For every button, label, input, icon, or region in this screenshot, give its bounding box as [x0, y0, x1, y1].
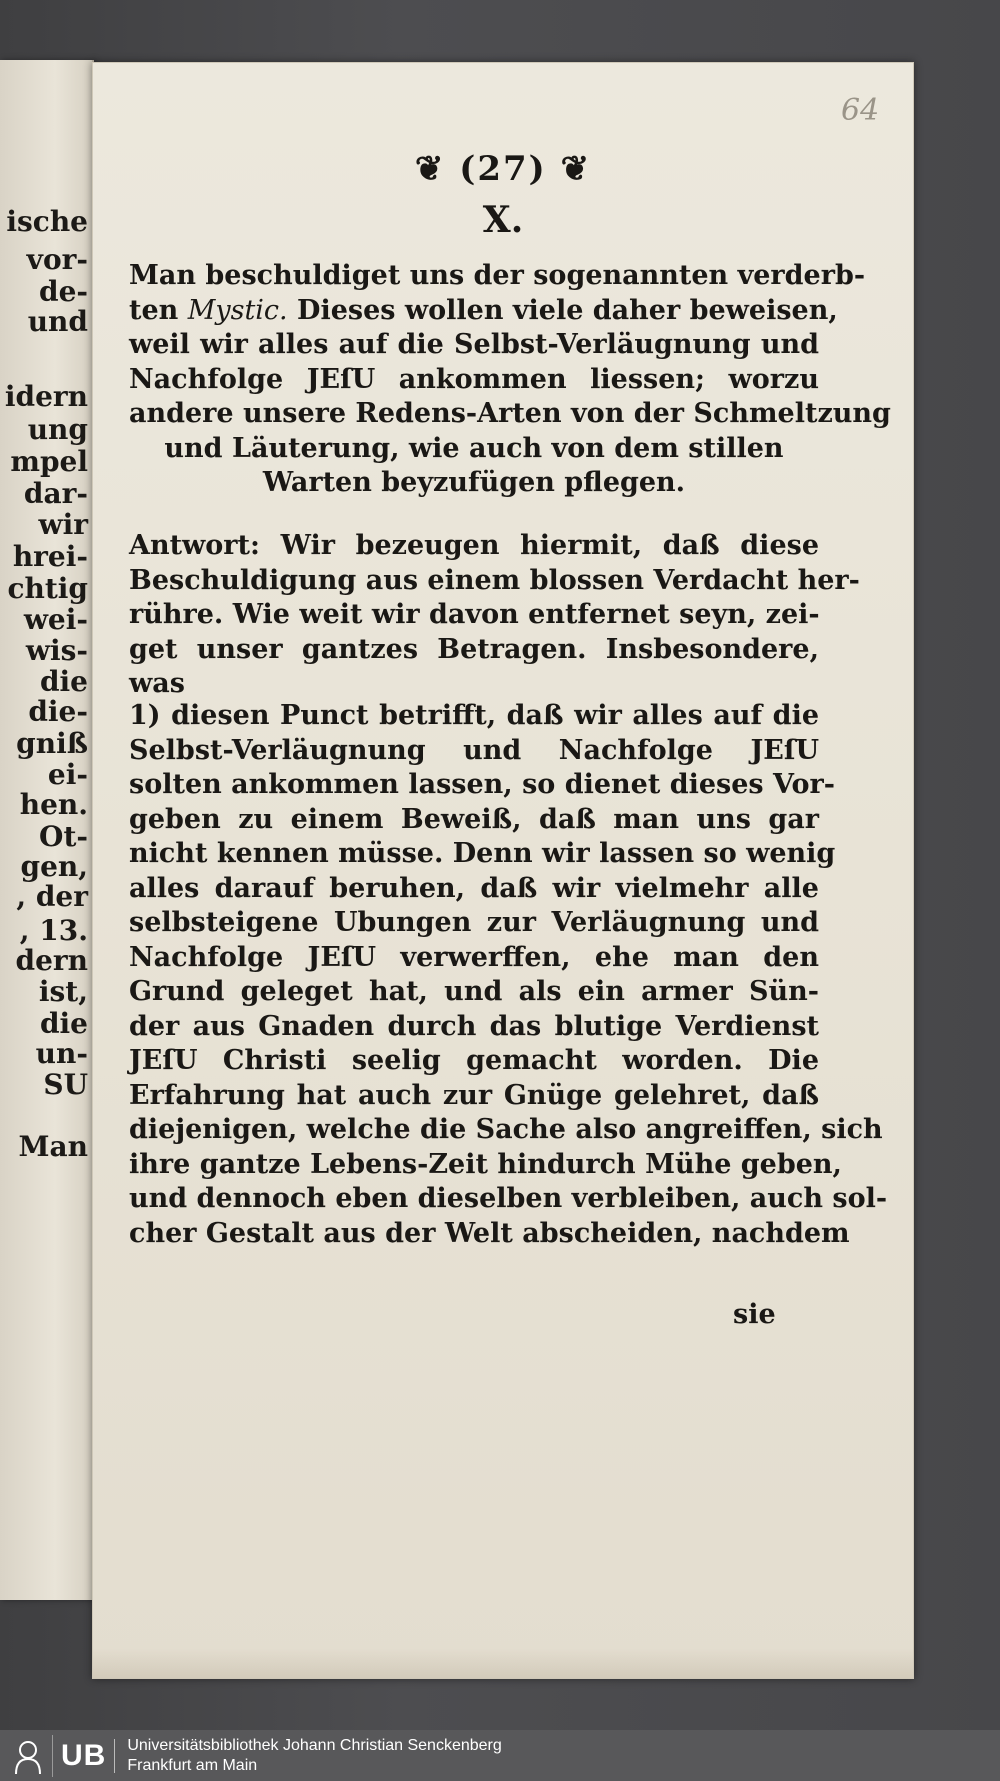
left-page-fragment: wei-: [23, 603, 88, 636]
library-emblem-icon: [4, 1735, 53, 1777]
text-line: und dennoch eben dieselben verbleiben, auch sol-: [129, 1183, 888, 1214]
left-page-fragment: und: [27, 305, 88, 338]
left-page-fragment: die: [39, 1007, 88, 1040]
left-page-fragment: wis-: [25, 634, 88, 667]
catchword: sie: [733, 1299, 776, 1330]
text-line: 1) diesen Punct betrifft, daß wir alles auf die: [129, 700, 819, 731]
text-line: rühre. Wie weit wir davon entfernet seyn, zei-: [129, 599, 820, 630]
folio-number: 64: [841, 93, 880, 128]
italic-term: Mystic.: [187, 294, 288, 326]
text-line: geben zu einem Beweiß, daß man uns gar: [129, 803, 819, 835]
left-page-fragment: , der: [16, 880, 88, 913]
text-line: Nachfolge JEſU verwerffen, ehe man den: [129, 941, 819, 973]
text-segment: Dieses wollen viele daher beweisen,: [287, 294, 838, 326]
book-page: [92, 62, 914, 1679]
paragraph-answer: [129, 529, 860, 702]
text-line: ihre gantze Lebens-Zeit hindurch Mühe geben,: [129, 1148, 842, 1180]
left-page-fragment: mpel: [10, 445, 88, 478]
left-page-fragment: hen.: [19, 788, 88, 821]
left-page-fragment: hrei-: [12, 540, 88, 573]
paragraph-point-1: [129, 699, 888, 1251]
text-line: get unser gantzes Betragen. Insbesondere,: [129, 633, 819, 665]
library-name-line-1: Universitätsbibliothek Johann Christian Senckenberg: [127, 1736, 502, 1754]
library-logo: UB: [53, 1739, 115, 1773]
left-page-fragment: ei-: [47, 758, 88, 791]
text-line: nicht kennen müsse. Denn wir lassen so wenig: [129, 838, 836, 869]
text-line: solten ankommen lassen, so dienet dieses Vor-: [129, 769, 835, 800]
text-line: andere unsere Redens-Arten von der Schmeltzung: [129, 398, 891, 429]
left-page-fragment: dar-: [23, 477, 88, 510]
text-line: cher Gestalt aus der Welt abscheiden, nachdem: [129, 1217, 850, 1249]
text-line: Erfahrung hat auch zur Gnüge gelehret, daß: [129, 1079, 819, 1111]
text-line: Selbst-Verläugnung und Nachfolge JEſU: [129, 734, 819, 766]
left-page-fragment: un-: [35, 1037, 88, 1070]
left-facing-page: [0, 60, 94, 1600]
library-name-line-2: Frankfurt am Main: [127, 1756, 258, 1774]
left-page-fragment: ist,: [38, 975, 88, 1008]
left-page-fragment: Ot-: [39, 820, 88, 853]
text-line: JEſU Christi seelig gemacht worden. Die: [129, 1045, 819, 1076]
left-page-fragment: idern: [4, 380, 88, 413]
left-page-fragment: Man: [18, 1130, 88, 1163]
text-line: Antwort: Wir bezeugen hiermit, daß diese: [129, 530, 819, 561]
text-line: Nachfolge JEſU ankommen liessen; worzu: [129, 363, 819, 395]
text-line: selbsteigene Ubungen zur Verläugnung und: [129, 907, 819, 938]
paragraph-accusation: [129, 259, 891, 501]
left-page-fragment: dern: [15, 944, 88, 977]
text-line: diejenigen, welche die Sache also angreiffen, sich: [129, 1114, 883, 1145]
text-line: der aus Gnaden durch das blutige Verdienst: [129, 1010, 819, 1042]
text-line: Warten beyzufügen pflegen.: [262, 467, 686, 498]
ornament-left-icon: ❦: [414, 149, 460, 189]
text-line: und Läuterung, wie auch von dem stillen: [164, 432, 784, 464]
page-number: (27): [459, 149, 547, 189]
left-page-fragment: SU: [43, 1068, 88, 1101]
text-line: Grund geleget hat, und als ein armer Sün-: [129, 976, 819, 1007]
text-line: alles darauf beruhen, daß wir vielmehr alle: [129, 872, 819, 904]
page-header: [93, 149, 913, 189]
left-page-fragment: ung: [27, 413, 88, 446]
text-line: weil wir alles auf die Selbst-Verläugnung und: [129, 329, 819, 360]
left-page-fragment: die: [39, 665, 88, 698]
left-page-fragment: vor-: [26, 243, 88, 276]
text-line: Beschuldigung aus einem blossen Verdacht her-: [129, 564, 860, 596]
library-footer: [0, 1730, 1000, 1781]
left-page-fragment: de-: [38, 275, 88, 308]
text-segment: ten: [129, 294, 188, 326]
page-edge-shadow: [93, 1648, 913, 1678]
left-page-fragment: chtig: [7, 572, 88, 605]
left-page-fragment: gniß: [16, 727, 88, 760]
left-page-fragment: , 13.: [19, 914, 88, 947]
text-line: Man beschuldiget uns der sogenannten verderb-: [129, 260, 866, 291]
ornament-right-icon: ❦: [546, 149, 592, 189]
left-page-fragment: ische: [6, 205, 88, 238]
text-line: was: [129, 668, 185, 699]
text-line: [129, 294, 838, 329]
left-page-fragment: wir: [38, 508, 88, 541]
library-name: [127, 1736, 501, 1776]
left-page-fragment: die-: [28, 695, 88, 728]
left-page-fragment: gen,: [20, 850, 88, 883]
section-number: X.: [482, 199, 524, 241]
